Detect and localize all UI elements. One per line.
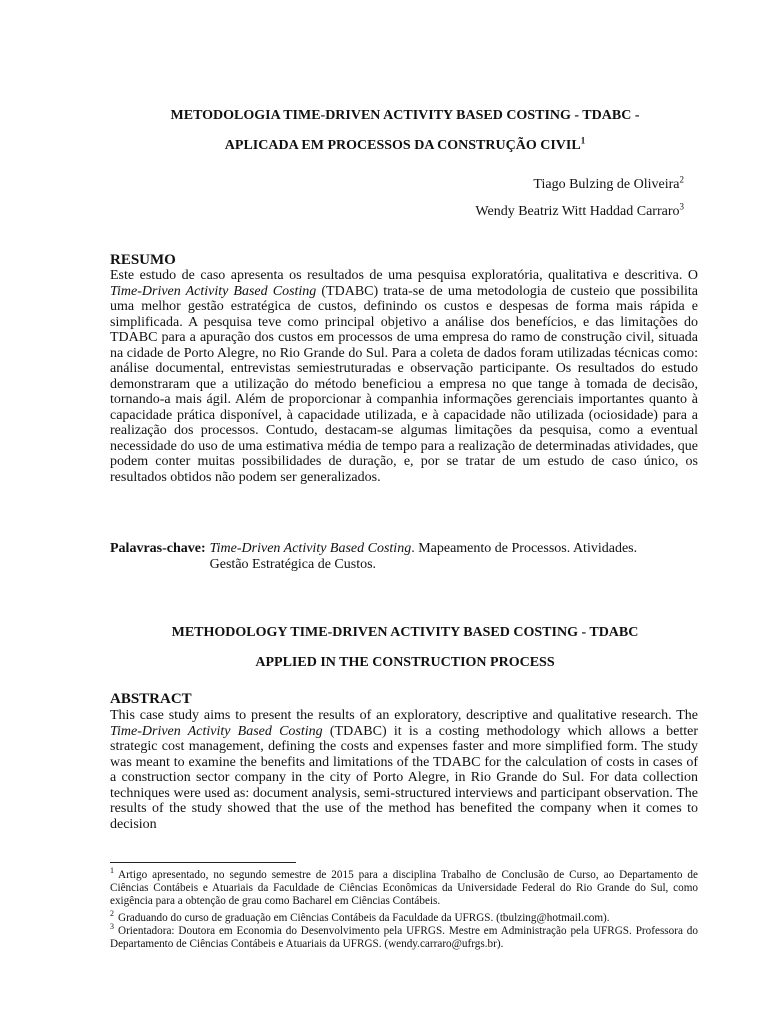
title-en-line2: APPLIED IN THE CONSTRUCTION PROCESS bbox=[255, 655, 555, 670]
footnote-1: $^1$ Artigo apresentado, no segundo semestre de 2015 para a disciplina Trabalho de Conclusão de Curso, ao Departamento de Ciências Contábeis e Atuariais da Faculdade de Ciências Econômicas da Universidade Federal do Rio Grande do Sul, como exigência para a obtenção de grau como Bacharel em Ciências Contábeis. bbox=[110, 866, 698, 907]
author-2: Wendy Beatriz Witt Haddad Carraro$^3$ bbox=[475, 201, 684, 219]
resumo-body: Este estudo de caso apresenta os resultados de uma pesquisa exploratória, qualitativa e descritiva. O Time-Driven Activity Based Costing (TDABC) trata-se de uma metodologia de custeio que possibilita uma melhor gestão estratégica de custos, definindo os custos e despesas de forma mais rápida e simplificada. A pesquisa teve como principal objetivo a análise dos benefícios, e das limitações do TDABC para a apuração dos custos em processos de uma empresa do ramo de construção civil, situada na cidade de Porto Alegre, no Rio Grande do Sul. Para a coleta de dados foram utilizadas técnicas como: análise documental, entrevistas semiestruturadas e observação participante. Os resultados do estudo demonstraram que a utilização do método beneficiou a empresa no que tange à tomada de decisão, tornando-a mais ágil. Além de proporcionar à companhia informações gerenciais importantes quanto à capacidade prática disponível, à capacidade utilizada, e à capacidade não utilizada (ociosidade) para a realização dos processos. Contudo, destacam-se algumas limitações da pesquisa, como a eventual necessidade do uso de uma estimativa média de tempo para a realização de determinadas atividades, que podem conter muitas possibilidades de duração, e, por se tratar de um estudo de caso único, os resultados obtidos não podem ser generalizados. bbox=[110, 268, 698, 485]
keywords-label: Palavras-chave: bbox=[110, 541, 206, 556]
footnote-ref-1: 1 bbox=[580, 135, 586, 146]
title-pt-line1: METODOLOGIA TIME-DRIVEN ACTIVITY BASED COSTING - TDABC - bbox=[170, 108, 640, 123]
abstract-heading: ABSTRACT bbox=[110, 691, 192, 707]
title-pt-line2: APLICADA EM PROCESSOS DA CONSTRUÇÃO CIVIL$^1$ bbox=[224, 135, 586, 153]
footnote-divider bbox=[110, 862, 296, 863]
footnote-3: $^3$ Orientadora: Doutora em Economia do Desenvolvimento pela UFRGS. Mestre em Administração pela UFRGS. Professora do Departamento de Ciências Contábeis e Atuariais da UFRGS. (wendy.carraro@ufrgs.br). bbox=[110, 922, 698, 950]
title-en bbox=[110, 623, 700, 673]
author-1: Tiago Bulzing de Oliveira$^2$ bbox=[533, 174, 684, 192]
title-pt bbox=[110, 106, 700, 156]
resumo-heading: RESUMO bbox=[110, 252, 176, 268]
keywords: Palavras-chave: Time-Driven Activity Based Costing. Mapeamento de Processos. Atividades. Gestão Estratégica de Custos. bbox=[110, 541, 638, 572]
footnote-2: $^2$ Graduando do curso de graduação em Ciências Contábeis da Faculdade da UFRGS. (tbulzing@hotmail.com). bbox=[110, 909, 610, 924]
abstract-body: This case study aims to present the results of an exploratory, descriptive and qualitative research. The Time-Driven Activity Based Costing (TDABC) it is a costing methodology which allows a better strategic cost management, defining the costs and expenses faster and more simplified form. The study was meant to examine the benefits and limitations of the TDABC for the calculation of costs in cases of a construction sector company in the city of Porto Alegre, in Rio Grande do Sul. For data collection techniques were used as: document analysis, semi-structured interviews and participant observation. The results of the study showed that the use of the method has benefited the company when it comes to decision bbox=[110, 708, 699, 832]
title-en-line1: METHODOLOGY TIME-DRIVEN ACTIVITY BASED COSTING - TDABC bbox=[171, 625, 639, 640]
